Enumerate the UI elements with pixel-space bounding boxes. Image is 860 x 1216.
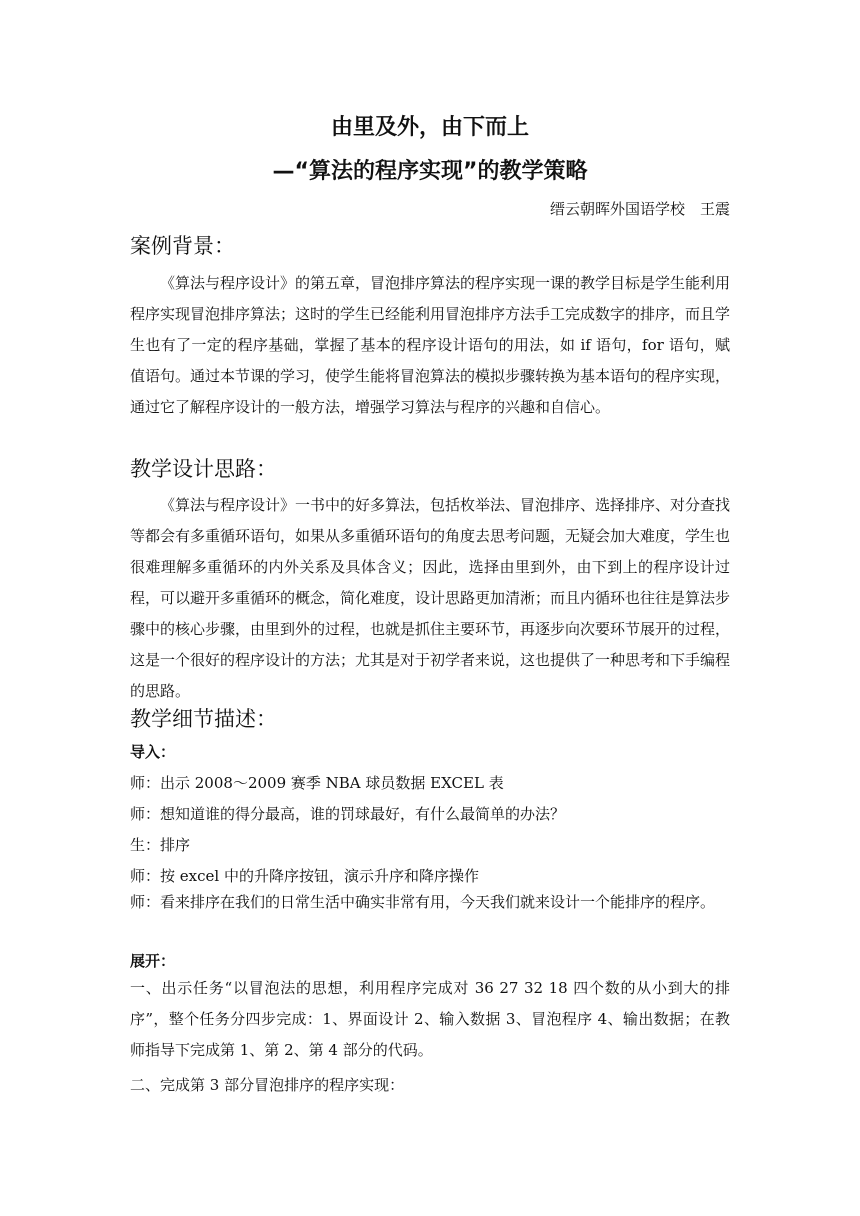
heading-background: 案例背景：: [130, 234, 235, 258]
author-line: 缙云朝晖外国语学校 王震: [549, 200, 730, 218]
expand-label: 展开：: [130, 952, 176, 970]
paragraph-design: 《算法与程序设计》一书中的好多算法，包括枚举法、冒泡排序、选择排序、对分查找等都会有多重循环语句，如果从多重循环语句的角度去思考问题，无疑会加大难度，学生也很难理解多重循环的内外关系及具体含义；因此，选择由里到外，由下到上的程序设计过程，可以避开多重循环的概念，简化难度，设计思路更加清淅；而且内循环也往往是算法步骤中的核心步骤，由里到外的过程，也就是抓住主要环节，再逐步向次要环节展开的过程，这是一个很好的程序设计的方法；尤其是对于初学者来说，这也提供了一种思考和下手编程的思路。: [130, 496, 731, 700]
expand-line: 一、出示任务“以冒泡法的思想，利用程序完成对 36 27 32 18 四个数的从小到大的排序”，整个任务分四步完成：1、界面设计 2、输入数据 3、冒泡程序 4、输出数据；在教师指导下完成第 1、第 2、第 4 部分的代码。: [130, 979, 730, 1059]
intro-line: 师：按 excel 中的升降序按钮，演示升序和降序操作: [130, 867, 479, 885]
heading-design: 教学设计思路：: [130, 457, 277, 481]
title-subtitle: —“算法的程序实现”的教学策略: [272, 159, 588, 184]
title-main: 由里及外，由下而上: [330, 115, 529, 140]
intro-label: 导入：: [130, 743, 176, 761]
intro-line: 师：出示 2008～2009 赛季 NBA 球员数据 EXCEL 表: [130, 774, 504, 792]
expand-line: 二、完成第 3 部分冒泡排序的程序实现：: [130, 1076, 405, 1094]
heading-details: 教学细节描述：: [130, 707, 277, 731]
intro-line: 生：排序: [130, 836, 191, 854]
paragraph-background: 《算法与程序设计》的第五章，冒泡排序算法的程序实现一课的教学目标是学生能利用程序实现冒泡排序算法；这时的学生已经能利用冒泡排序方法手工完成数字的排序，而且学生也有了一定的程序基础，掌握了基本的程序设计语句的用法，如 if 语句，for 语句，赋值语句。通过本节课的学习，使学生能将冒泡算法的模拟步骤转换为基本语句的程序实现，通过它了解程序设计的一般方法，增强学习算法与程序的兴趣和自信心。: [130, 274, 731, 416]
intro-line: 师：想知道谁的得分最高，谁的罚球最好，有什么最简单的办法？: [130, 805, 566, 823]
intro-line: 师：看来排序在我们的日常生活中确实非常有用，今天我们就来设计一个能排序的程序。: [130, 893, 716, 911]
